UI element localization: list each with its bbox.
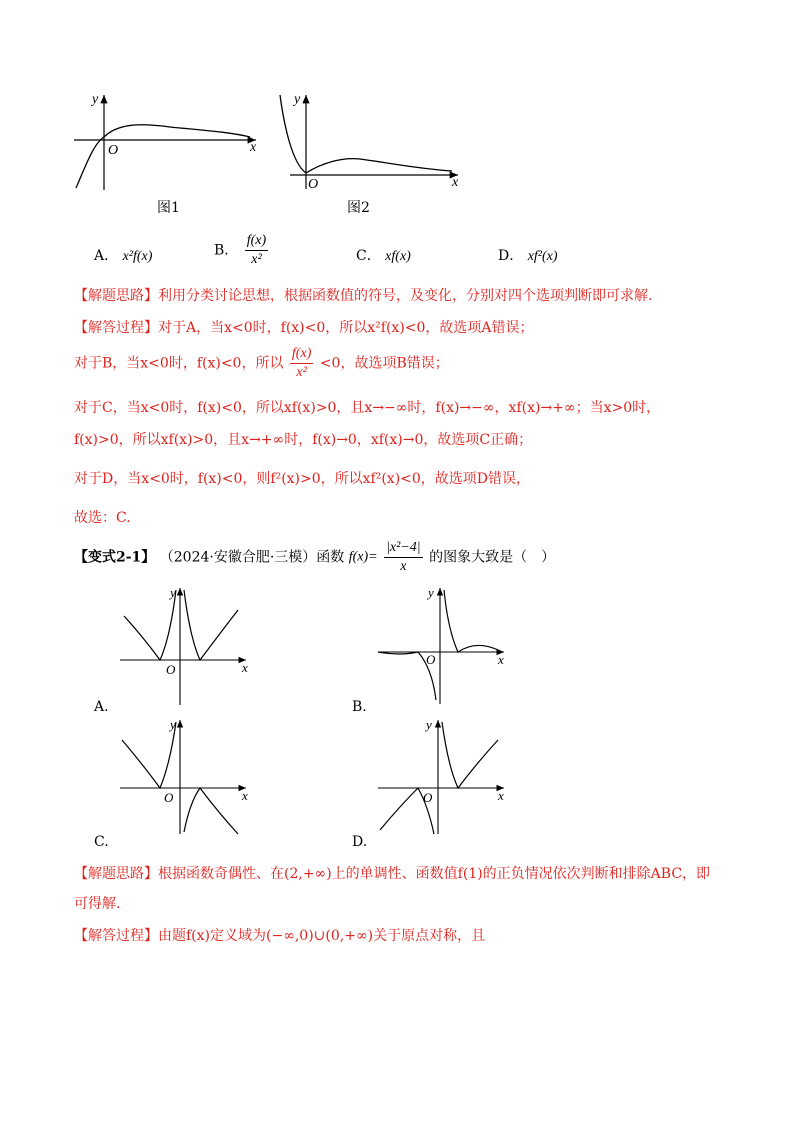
svg-text:y: y <box>426 717 432 732</box>
svg-text:x: x <box>498 652 504 667</box>
solution1-idea: 【解题思路】利用分类讨论思想，根据函数值的符号，及变化，分别对四个选项判断即可求解. <box>74 288 653 304</box>
graph-a-label: A. <box>94 699 109 715</box>
svg-text:x: x <box>250 140 257 155</box>
solution2-process: 【解答过程】由题f(x)定义域为(−∞,0)∪(0,+∞)关于原点对称，且 <box>74 928 486 944</box>
graph-c <box>120 717 248 834</box>
problem2-statement: 【变式2-1】 （2024·安徽合肥·三模）函数 f(x)= $\frac{\text{|x²−4|}}{x}$ 的图象大致是（ ） <box>74 540 556 574</box>
svg-text:x: x <box>498 788 504 803</box>
solution1-answer: 故选：C. <box>74 510 131 526</box>
solution2-idea-cont: 可得解. <box>74 896 121 912</box>
top-figures <box>60 85 480 215</box>
svg-text:y: y <box>92 92 99 107</box>
svg-text:y: y <box>170 585 176 600</box>
svg-text:x: x <box>452 175 459 190</box>
svg-text:y: y <box>428 585 434 600</box>
graph-c-label: C. <box>94 834 109 850</box>
solution1-line-c1: 对于C，当x<0时，f(x)<0，所以xf(x)>0，且x→−∞时，f(x)→−∞，xf(x)→+∞；当x>0时， <box>74 400 661 416</box>
solution1-line-a: 【解答过程】对于A，当x<0时，f(x)<0，所以x²f(x)<0，故选项A错误； <box>74 320 534 336</box>
svg-text:O: O <box>423 790 433 805</box>
graph-b <box>378 585 504 704</box>
svg-text:O: O <box>164 790 174 805</box>
svg-text:y: y <box>294 92 301 107</box>
graph-d <box>378 717 504 834</box>
solution2-idea: 【解题思路】根据函数奇偶性、在(2,+∞)上的单调性、函数值f(1)的正负情况依次判断和排除ABC，即 <box>74 866 711 882</box>
svg-text:O: O <box>166 662 176 677</box>
svg-text:y: y <box>170 717 176 732</box>
graph-b-label: B. <box>352 699 367 715</box>
svg-text:x: x <box>242 788 248 803</box>
option-c: C． xf(x) <box>356 248 411 264</box>
option-d: D． xf²(x) <box>498 248 558 264</box>
solution1-line-d: 对于D，当x<0时，f(x)<0，则f²(x)>0，所以xf²(x)<0，故选项D错误， <box>74 471 531 487</box>
option-b: B． $\frac{f(x)}{\text{x²}}$ <box>214 233 267 267</box>
figure-2-caption: 图2 <box>347 200 370 216</box>
choice-graphs <box>100 580 530 860</box>
svg-text:x: x <box>242 660 248 675</box>
svg-text:O: O <box>108 143 119 158</box>
figure-2-graph <box>280 92 459 192</box>
svg-text:O: O <box>426 652 436 667</box>
figure-1-graph <box>74 92 257 190</box>
option-a: A． x²f(x) <box>94 248 153 264</box>
svg-text:O: O <box>308 177 319 192</box>
graph-d-label: D. <box>352 834 368 850</box>
figure-1-caption: 图1 <box>157 200 180 216</box>
graph-a <box>120 585 248 705</box>
solution1-line-b: 对于B，当x<0时，f(x)<0，所以 $\frac{f(x)}{\text{x²}}$ <0，故选项B错误； <box>74 346 449 380</box>
solution1-line-c2: f(x)>0，所以xf(x)>0，且x→+∞时，f(x)→0，xf(x)→0，故选项C正确； <box>74 432 533 448</box>
